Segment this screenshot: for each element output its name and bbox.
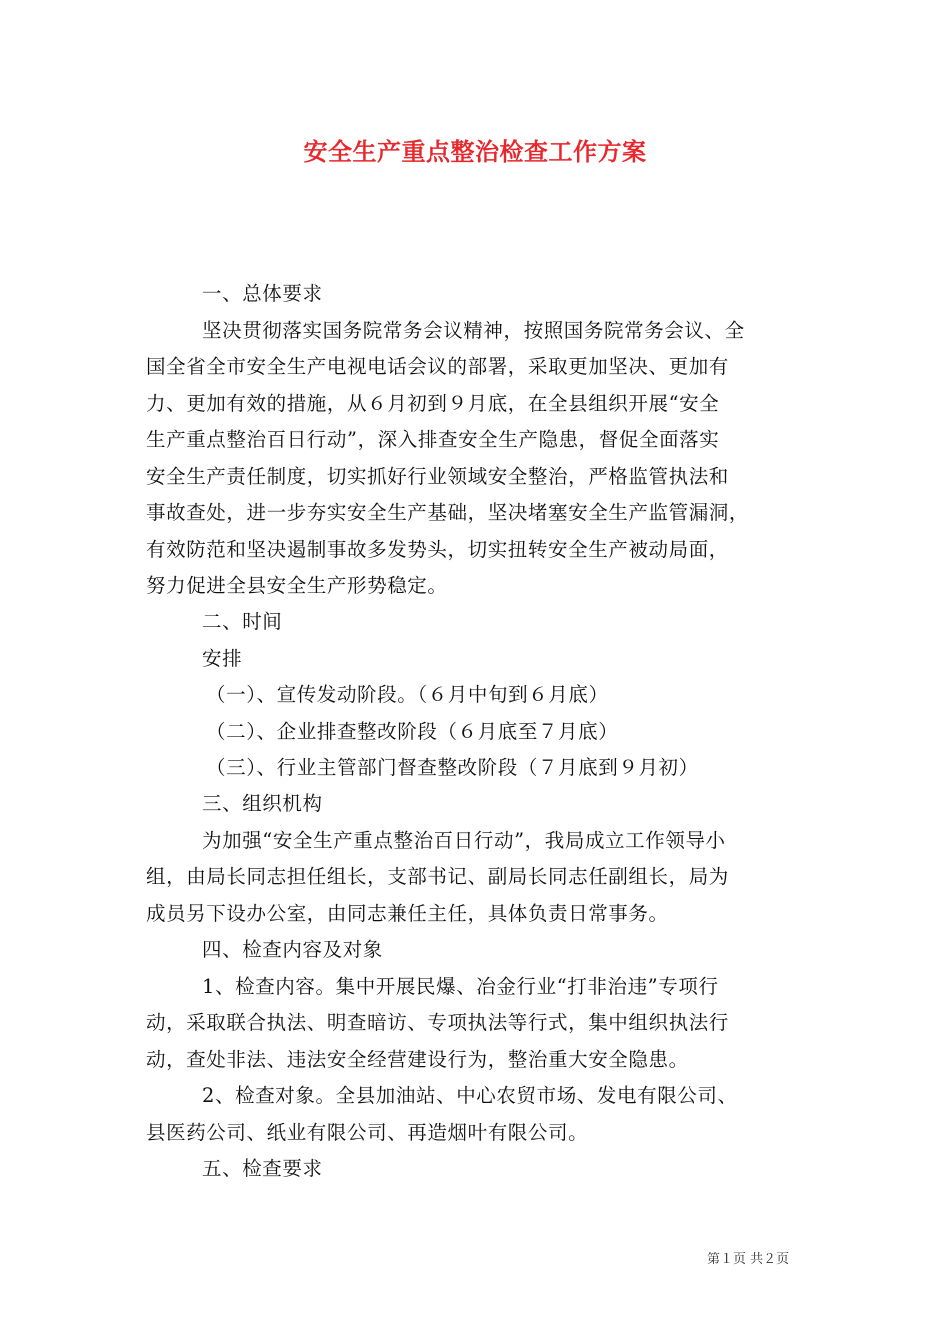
paragraph-line: 事故查处，进一步夯实安全生产基础，坚决堵塞安全生产监管漏洞， — [146, 501, 750, 524]
section-inspection — [146, 932, 808, 1188]
section-heading: 三、组织机构 — [202, 792, 323, 815]
paragraph-line: 县医药公司、纸业有限公司、再造烟叶有限公司。 — [146, 1120, 589, 1144]
paragraph-line: 2、检查对象。全县加油站、中心农贸市场、发电有限公司、 — [202, 1084, 738, 1107]
paragraph-line: 1、检查内容。集中开展民爆、冶金行业“打非治违”专项行 — [202, 974, 719, 998]
paragraph-line: 动，查处非法、违法安全经营建设行为，整治重大安全隐患。 — [146, 1047, 689, 1071]
section-subheading: 安排 — [202, 646, 243, 670]
page-number-footer: 第１页 共２页 — [707, 1252, 790, 1267]
schedule-item: （三）、行业主管部门督查整改阶段（７月底到９月初） — [206, 756, 699, 779]
paragraph-line: 组，由局长同志担任组长，支部书记、副局长同志任副组长，局为 — [146, 865, 729, 888]
section-heading: 四、检查内容及对象 — [202, 938, 383, 961]
section-schedule — [146, 604, 808, 787]
paragraph-line: 安全生产责任制度，切实抓好行业领域安全整治，严格监管执法和 — [146, 464, 729, 488]
paragraph-line: 有效防范和坚决遏制事故多发势头，切实扭转安全生产被动局面， — [146, 537, 729, 561]
section-heading: 一、总体要求 — [202, 282, 323, 305]
paragraph-line: 坚决贯彻落实国务院常务会议精神，按照国务院常务会议、全 — [202, 318, 745, 342]
paragraph-line: 国全省全市安全生产电视电话会议的部署，采取更加坚决、更加有 — [146, 355, 729, 378]
paragraph-line: 生产重点整治百日行动”，深入排查安全生产隐患，督促全面落实 — [146, 428, 720, 451]
section-heading: 二、时间 — [202, 610, 283, 633]
paragraph-line: 为加强“安全生产重点整治百日行动”，我局成立工作领导小 — [202, 828, 726, 852]
schedule-item: （一）、宣传发动阶段。（６月中旬到６月底） — [206, 683, 609, 706]
paragraph-line: 力、更加有效的措施，从６月初到９月底，在全县组织开展“安全 — [146, 391, 720, 415]
schedule-item: （二）、企业排查整改阶段（６月底至７月底） — [206, 719, 619, 743]
paragraph-line: 努力促进全县安全生产形势稳定。 — [146, 574, 448, 597]
section-general-requirements — [146, 276, 808, 605]
section-heading: 五、检查要求 — [202, 1157, 323, 1180]
paragraph-line: 成员另下设办公室，由同志兼任主任，具体负责日常事务。 — [146, 901, 669, 925]
page-title: 安全生产重点整治检查工作方案 — [303, 138, 647, 166]
section-organization — [146, 786, 808, 932]
paragraph-line: 动，采取联合执法、明查暗访、专项执法等行式，集中组织执法行 — [146, 1011, 729, 1034]
